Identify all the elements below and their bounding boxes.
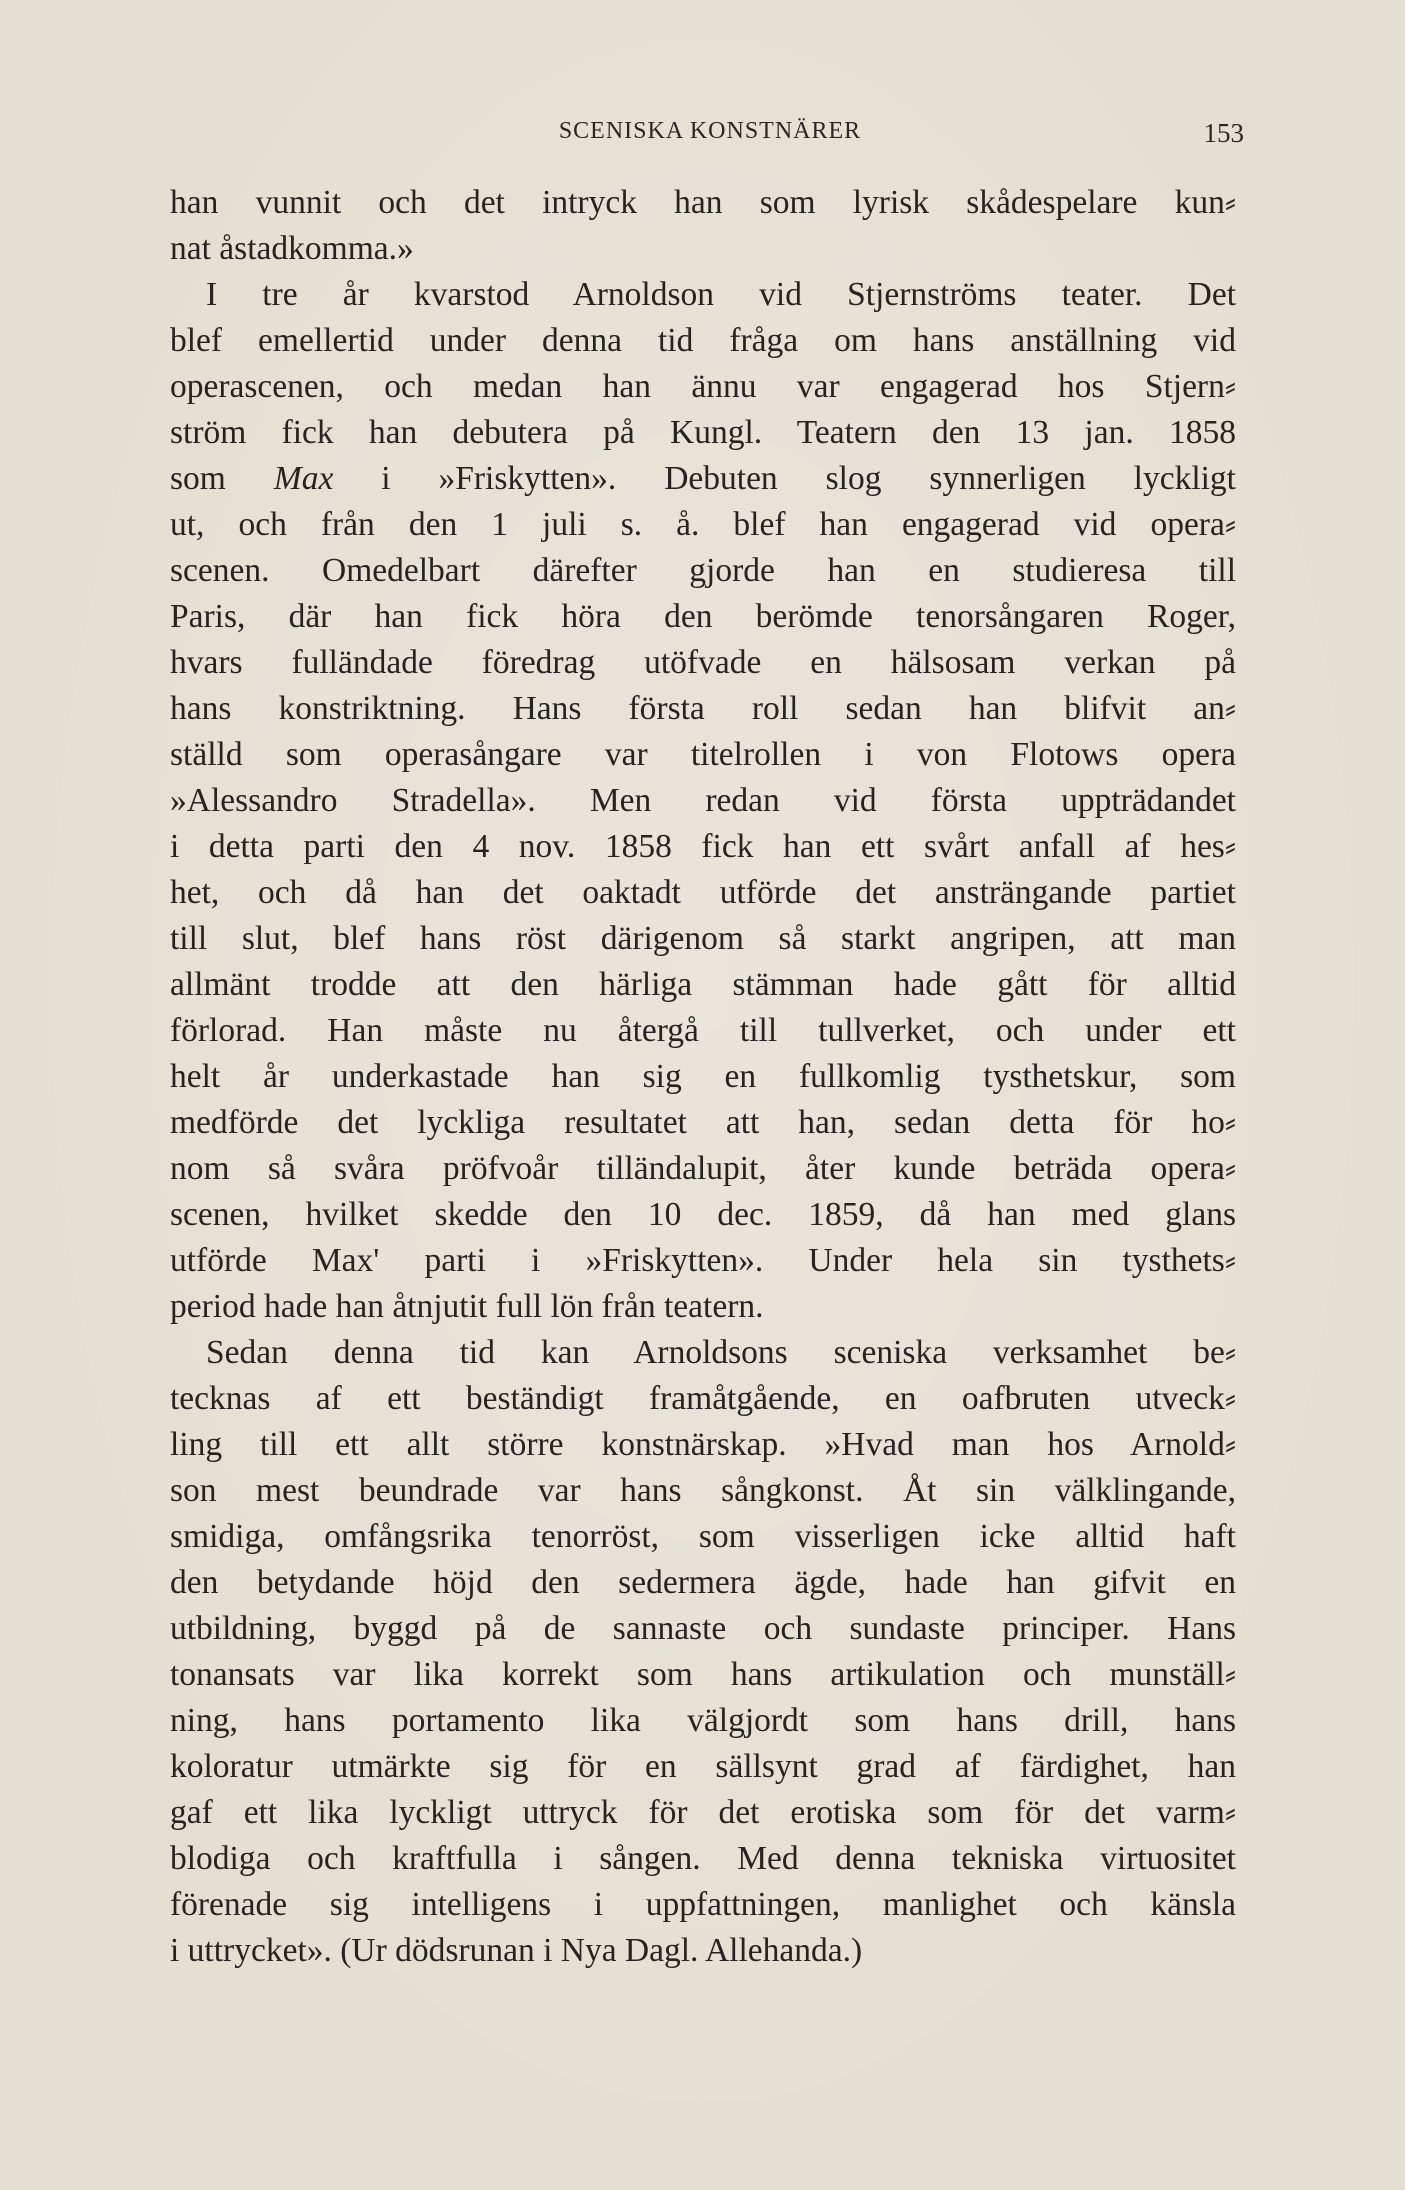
text-line: scenen, hvilket skedde den 10 dec. 1859, då han med glans [170,1196,1236,1233]
text-line: förlorad. Han måste nu återgå till tullverket, och under ett [170,1012,1236,1049]
text-line: ut, och från den 1 juli s. å. blef han engagerad vid opera⸗ [170,506,1236,543]
running-head-title: SCENISKA KONSTNÄRER [558,118,862,144]
text-line: tecknas af ett beständigt framåtgående, en oafbruten utveck⸗ [170,1380,1236,1417]
text-line: förenade sig intelligens i uppfattningen, manlighet och känsla [170,1886,1236,1923]
text-line: hans konstriktning. Hans första roll sedan han blifvit an⸗ [170,690,1236,727]
text-line: scenen. Omedelbart därefter gjorde han en studieresa till [170,552,1236,589]
text-line: han vunnit och det intryck han som lyrisk skådespelare kun⸗ [170,184,1236,221]
text-line: ström fick han debutera på Kungl. Teatern den 13 jan. 1858 [170,414,1236,451]
body-text [170,180,1236,1974]
text-line: blodiga och kraftfulla i sången. Med denna tekniska virtuositet [170,1840,1236,1877]
text-line: ning, hans portamento lika välgjordt som hans drill, hans [170,1702,1236,1739]
text-line: nom så svåra pröfvoår tilländalupit, åter kunde beträda opera⸗ [170,1150,1236,1187]
text-line: Paris, där han fick höra den berömde tenorsångaren Roger, [170,598,1236,635]
text-segment: i »Friskytten». Debuten slog synnerligen lyckligt [333,460,1236,497]
text-line: koloratur utmärkte sig för en sällsynt grad af färdighet, han [170,1748,1236,1785]
text-line: den betydande höjd den sedermera ägde, hade han gifvit en [170,1564,1236,1601]
running-head [170,118,1250,158]
text-line: Sedan denna tid kan Arnoldsons sceniska verksamhet be⸗ [206,1334,1236,1371]
text-line: ling till ett allt större konstnärskap. »Hvad man hos Arnold⸗ [170,1426,1236,1463]
text-line: utförde Max' parti i »Friskytten». Under hela sin tysthets⸗ [170,1242,1236,1279]
text-line: allmänt trodde att den härliga stämman hade gått för alltid [170,966,1236,1003]
text-line: son mest beundrade var hans sångkonst. Åt sin välklingande, [170,1472,1236,1509]
page-number: 153 [1203,118,1244,148]
text-line: blef emellertid under denna tid fråga om hans anställning vid [170,322,1236,359]
text-line: »Alessandro Stradella». Men redan vid första uppträdandet [170,782,1236,819]
italic-role-name: Max [273,460,334,497]
text-line: smidiga, omfångsrika tenorröst, som visserligen icke alltid haft [170,1518,1236,1555]
text-line: tonansats var lika korrekt som hans artikulation och munställ⸗ [170,1656,1236,1693]
text-line: operascenen, och medan han ännu var engagerad hos Stjern⸗ [170,368,1236,405]
text-segment: som [170,460,274,497]
text-line: nat åstadkomma.» [170,230,414,267]
text-line: medförde det lyckliga resultatet att han, sedan detta för ho⸗ [170,1104,1236,1141]
text-line: period hade han åtnjutit full lön från teatern. [170,1288,764,1325]
text-line: i detta parti den 4 nov. 1858 fick han ett svårt anfall af hes⸗ [170,828,1236,865]
text-line: ställd som operasångare var titelrollen i von Flotows opera [170,736,1236,773]
text-line: helt år underkastade han sig en fullkomlig tysthetskur, som [170,1058,1236,1095]
text-line: I tre år kvarstod Arnoldson vid Stjernströms teater. Det [206,276,1236,313]
text-line: gaf ett lika lyckligt uttryck för det erotiska som för det varm⸗ [170,1794,1236,1831]
text-line: utbildning, byggd på de sannaste och sundaste principer. Hans [170,1610,1236,1647]
text-line: het, och då han det oaktadt utförde det ansträngande partiet [170,874,1236,911]
text-line-with-italic [170,456,1236,502]
text-line: till slut, blef hans röst därigenom så starkt angripen, att man [170,920,1236,957]
text-line: hvars fulländade föredrag utöfvade en hälsosam verkan på [170,644,1236,681]
text-line: i uttrycket». (Ur dödsrunan i Nya Dagl. Allehanda.) [170,1932,863,1969]
